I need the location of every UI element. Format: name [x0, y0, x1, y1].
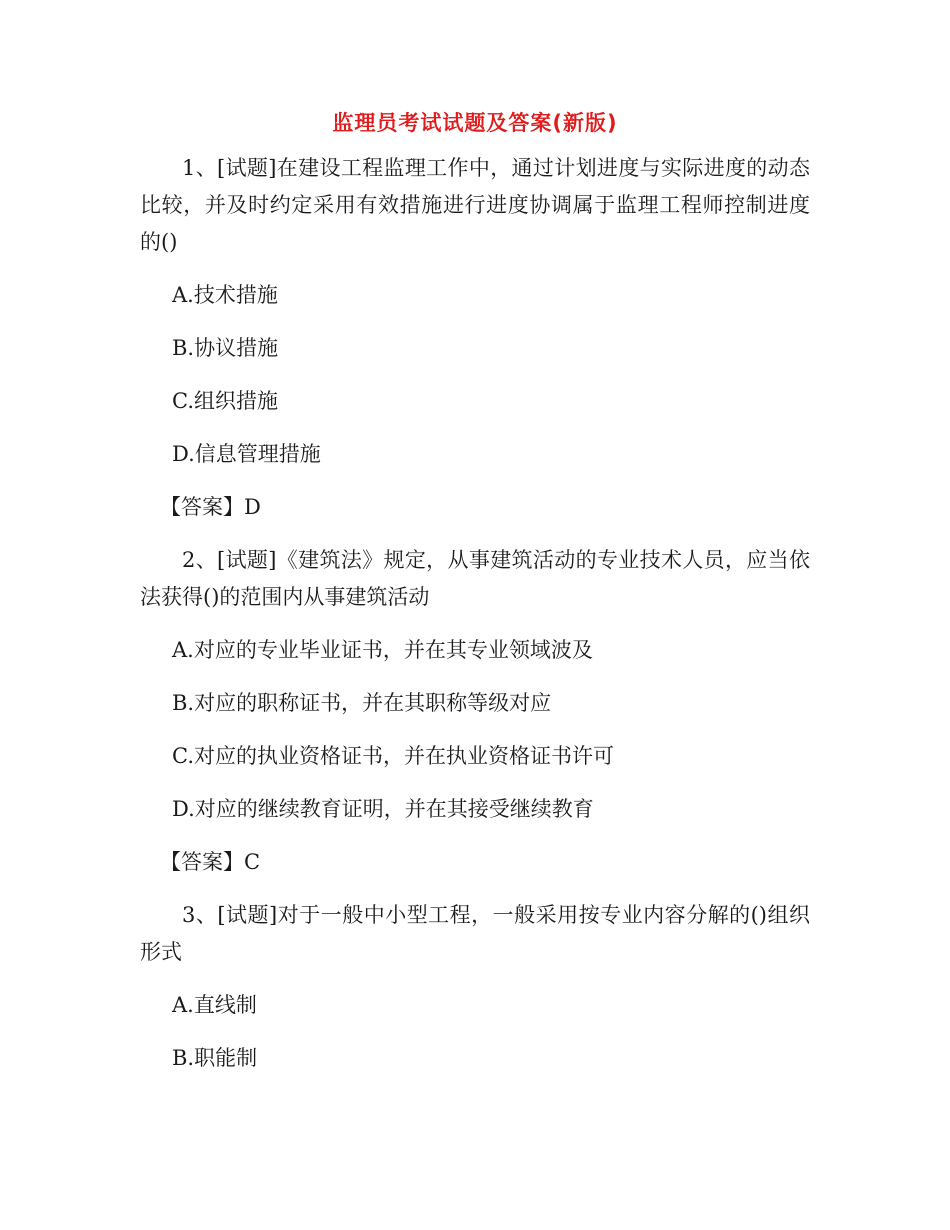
question-1 — [140, 150, 810, 526]
option-c: C.组织措施 — [172, 389, 278, 413]
option-d: D.信息管理措施 — [172, 442, 321, 466]
option-d: D.对应的继续教育证明，并在其接受继续教育 — [172, 797, 594, 821]
option-a: A.对应的专业毕业证书，并在其专业领域波及 — [172, 638, 593, 662]
option-c: C.对应的执业资格证书，并在执业资格证书许可 — [172, 744, 614, 768]
document-title: 监理员考试试题及答案(新版) — [332, 111, 618, 135]
option-b: B.职能制 — [172, 1046, 258, 1070]
option-b: B.对应的职称证书，并在其职称等级对应 — [172, 691, 552, 715]
option-a: A.技术措施 — [172, 283, 278, 307]
question-stem: 2、[试题]《建筑法》规定，从事建筑活动的专业技术人员，应当依法获得()的范围内从事建筑活动 — [140, 548, 810, 609]
question-3 — [140, 897, 810, 1077]
option-b: B.协议措施 — [172, 336, 279, 360]
answer-line: 【答案】C — [160, 850, 261, 874]
question-2 — [140, 542, 810, 881]
question-stem: 3、[试题]对于一般中小型工程，一般采用按专业内容分解的()组织形式 — [140, 903, 810, 964]
answer-line: 【答案】D — [160, 495, 261, 519]
option-a: A.直线制 — [172, 993, 257, 1017]
question-stem: 1、[试题]在建设工程监理工作中，通过计划进度与实际进度的动态比较，并及时约定采用有效措施进行进度协调属于监理工程师控制进度的() — [140, 156, 810, 254]
